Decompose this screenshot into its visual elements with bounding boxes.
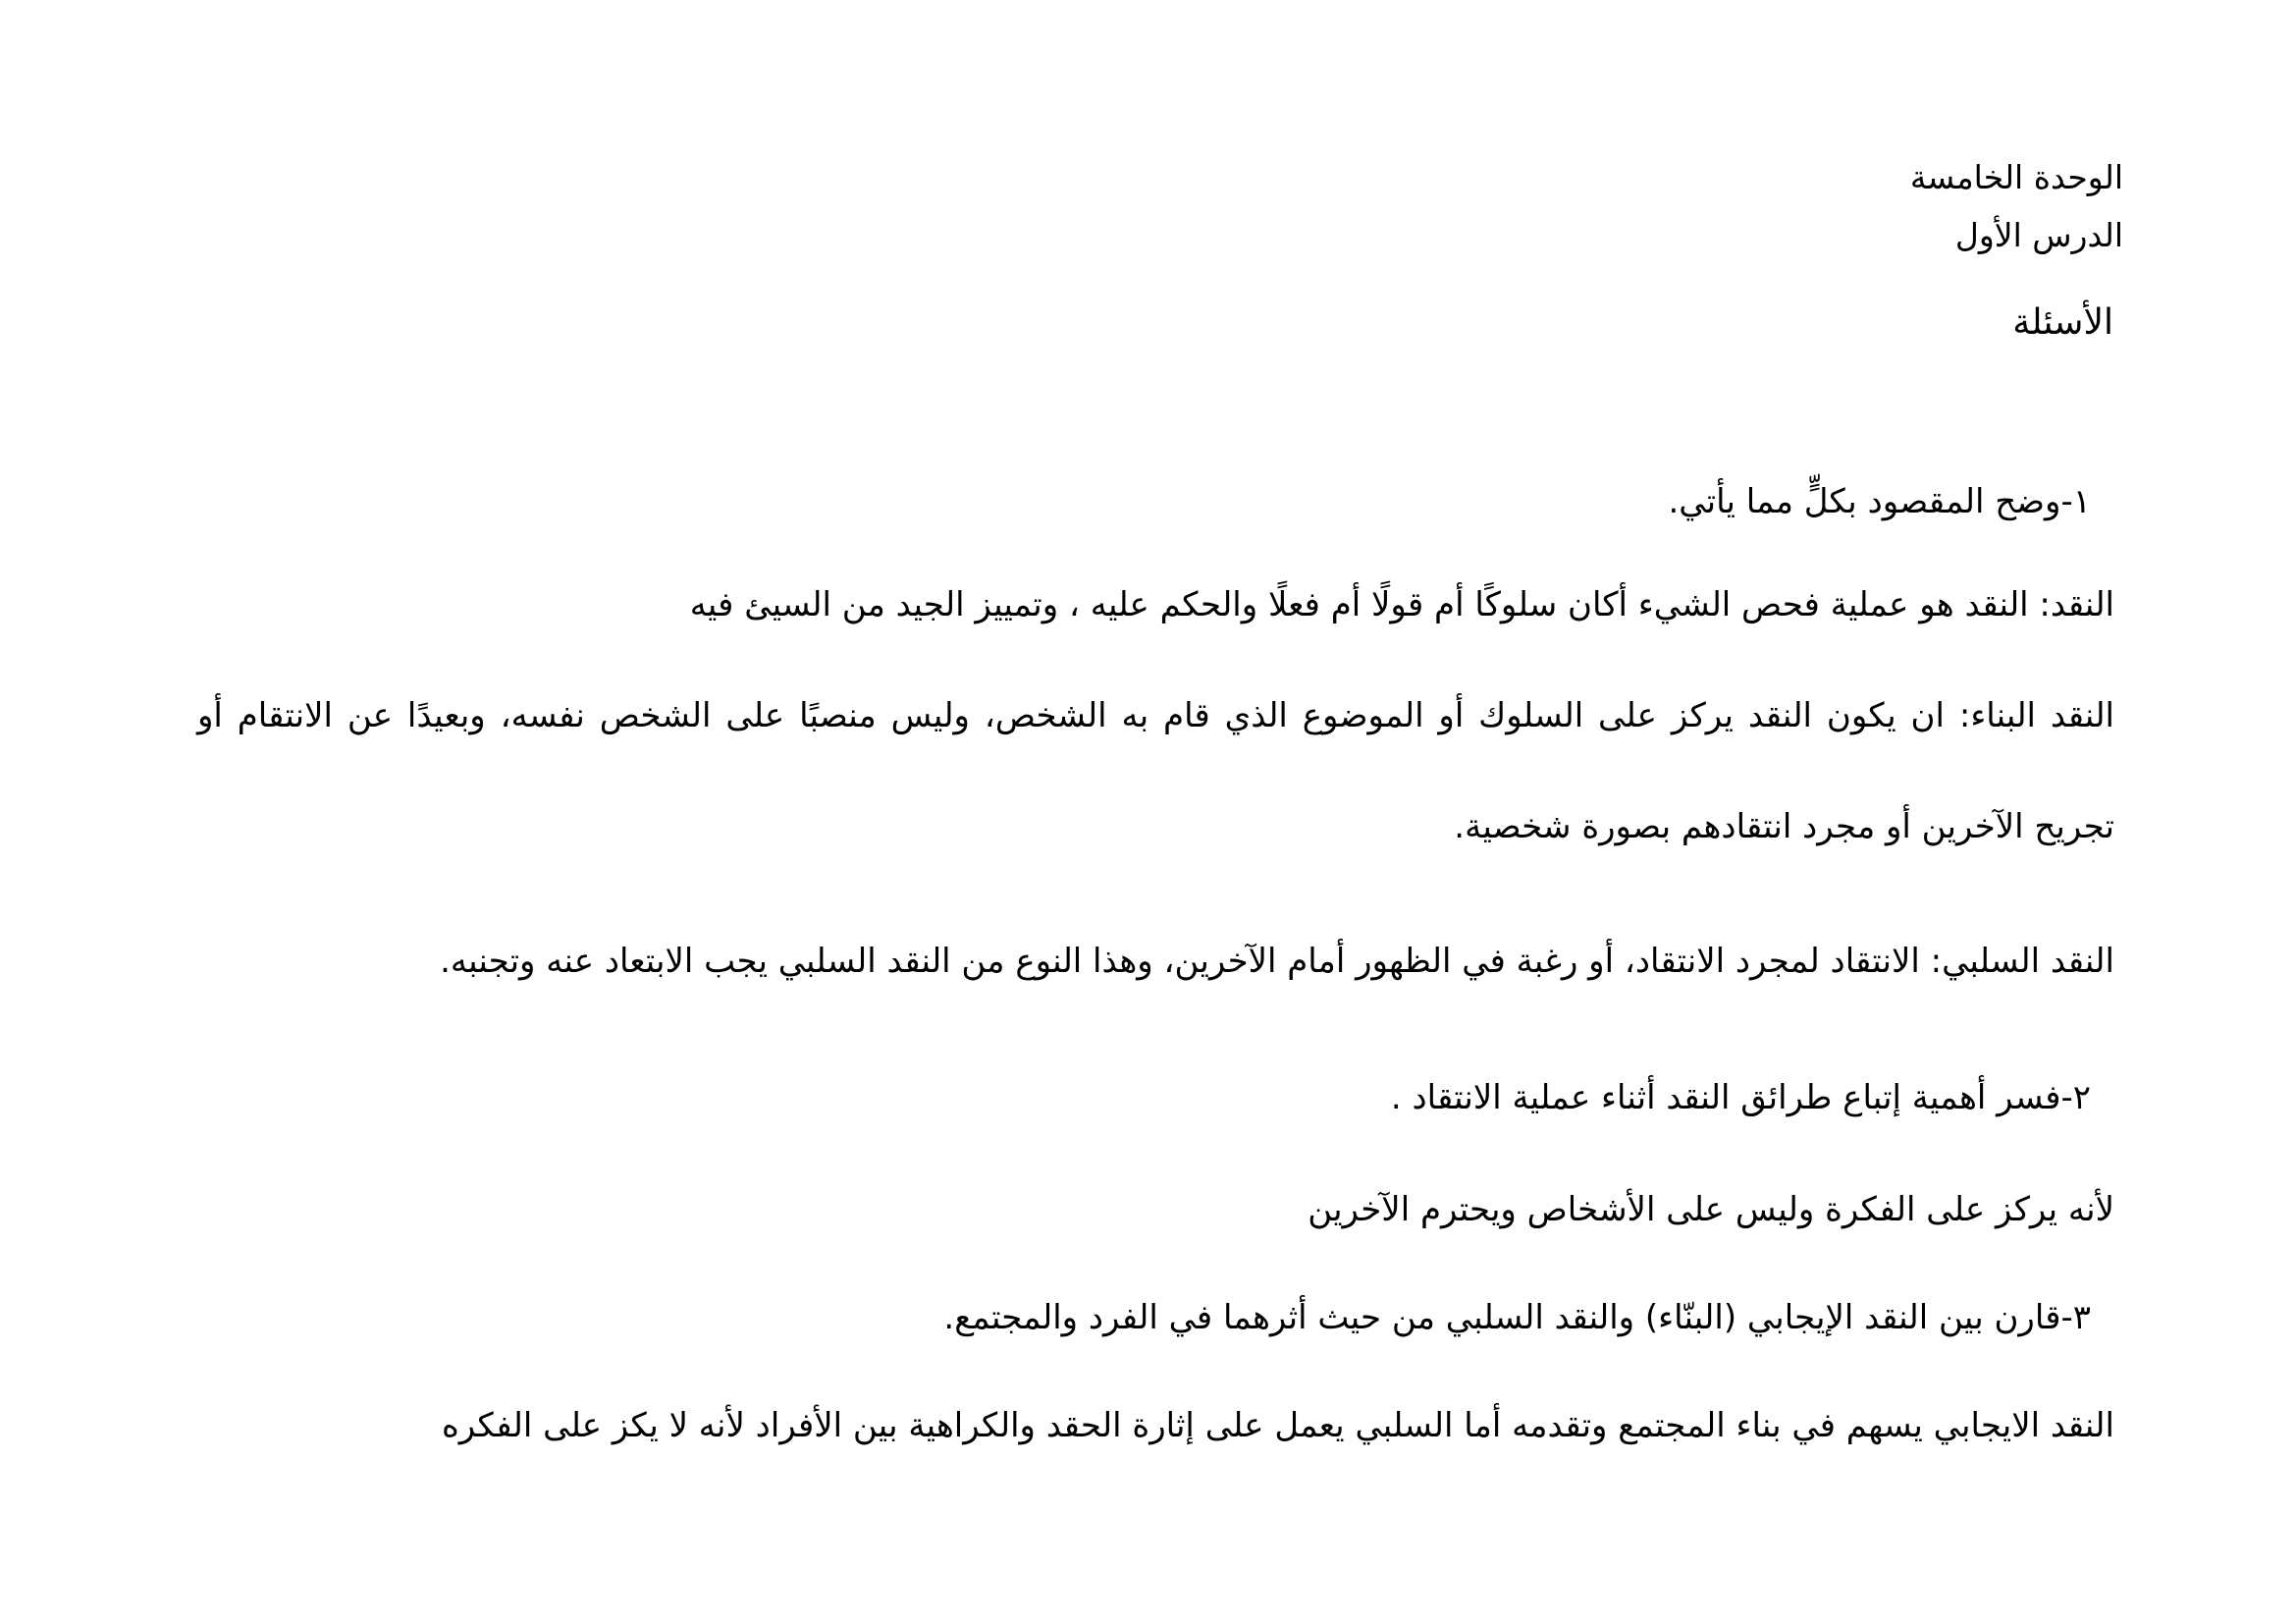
answer-1-constructive-line-2: تجريح الآخرين أو مجرد انتقادهم بصورة شخصية. — [1454, 807, 2114, 846]
answer-1-negative: النقد السلبي: الانتقاد لمجرد الانتقاد، أو رغبة في الظهور أمام الآخرين، وهذا النوع من النقد السلبي يجب الابتعاد عنه وتجنبه. — [440, 942, 2114, 981]
page-title: الأسئلة — [2012, 302, 2113, 343]
answer-1-constructive-line-1: النقد البناء: ان يكون النقد يركز على السلوك أو الموضوع الذي قام به الشخص، وليس منصبًا على الشخص نفسه، وبعيدًا عن الانتقام أو — [197, 696, 2114, 735]
answer-2: لأنه يركز على الفكرة وليس على الأشخاص ويحترم الآخرين — [1308, 1190, 2114, 1229]
question-3: ٣-قارن بين النقد الإيجابي (البنّاء) والنقد السلبي من حيث أثرهما في الفرد والمجتمع. — [943, 1298, 2091, 1337]
answer-1-criticism: النقد: النقد هو عملية فحص الشيء أكان سلوكًا أم قولًا أم فعلًا والحكم عليه ، وتمييز الجيد من السيئ فيه — [689, 585, 2114, 624]
question-1: ١-وضح المقصود بكلٍّ مما يأتي. — [1668, 482, 2091, 521]
question-2: ٢-فسر أهمية إتباع طرائق النقد أثناء عملية الانتقاد . — [1390, 1078, 2091, 1117]
unit-heading: الوحدة الخامسة — [1909, 158, 2123, 196]
answer-3: النقد الايجابي يسهم في بناء المجتمع وتقدمه أما السلبي يعمل على إثارة الحقد والكراهية بين الأفراد لأنه لا يكز على الفكره — [441, 1406, 2114, 1445]
lesson-heading: الدرس الأول — [1954, 216, 2123, 254]
